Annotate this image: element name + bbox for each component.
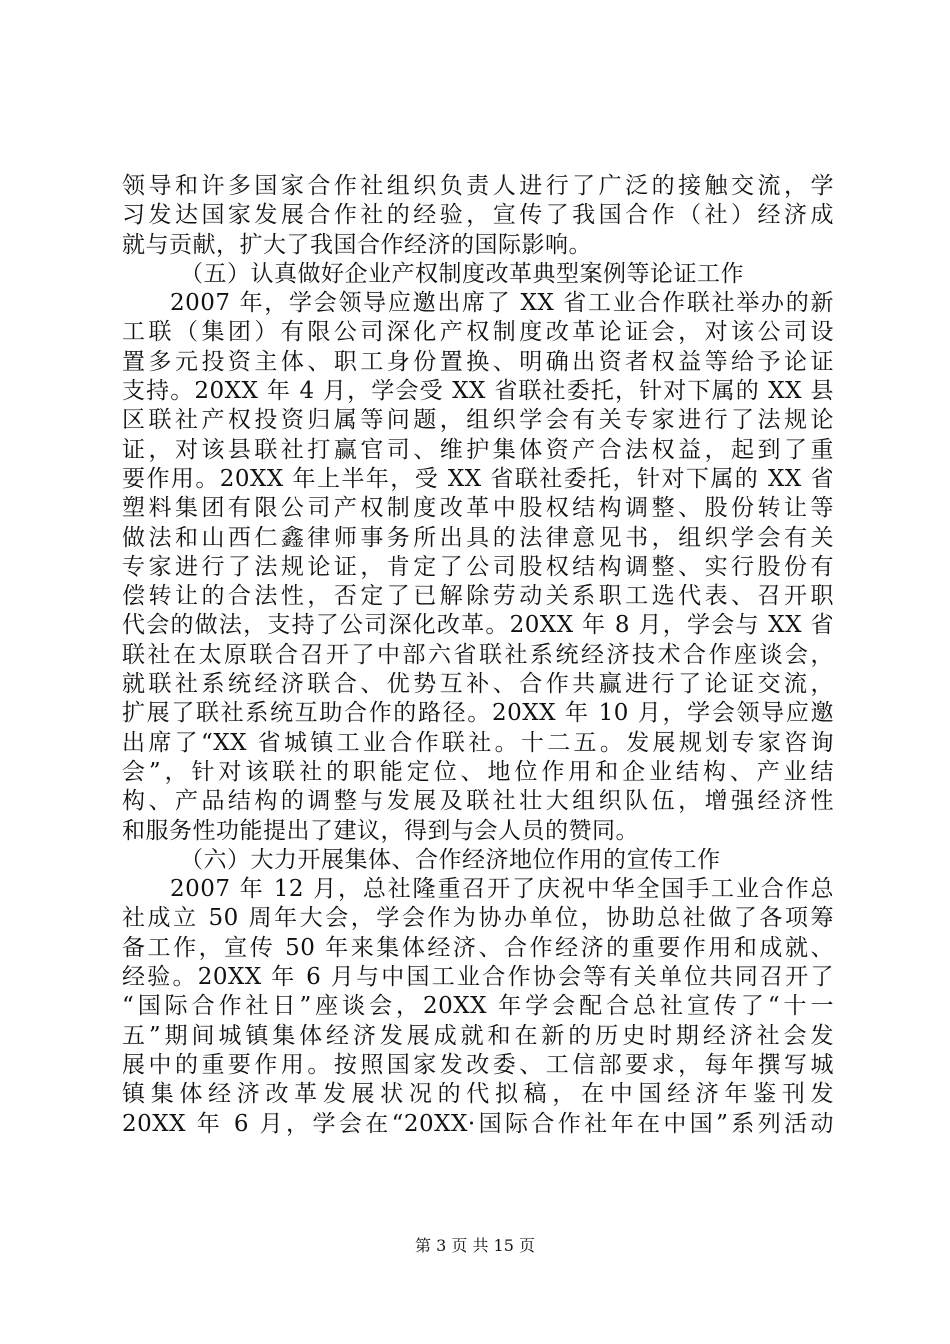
text-line: 代会的做法，支持了公司深化改革。20XX 年 8 月，学会与 XX 省 [122, 612, 834, 639]
section-heading: （五）认真做好企业产权制度改革典型案例等论证工作 [180, 260, 744, 287]
text-line: 区联社产权投资归属等问题，组织学会有关专家进行了法规论 [122, 407, 834, 434]
text-line: 扩展了联社系统互助合作的路径。20XX 年 10 月，学会领导应邀 [122, 700, 834, 727]
text-line: 联社在太原联合召开了中部六省联社系统经济技术合作座谈会， [122, 641, 834, 668]
text-line: 就联社系统经济联合、优势互补、合作共赢进行了论证交流， [122, 671, 834, 698]
text-line: 2007 年，学会领导应邀出席了 XX 省工业合作联社举办的新 [170, 290, 834, 317]
text-line: 备工作，宣传 50 年来集体经济、合作经济的重要作用和成就、 [122, 934, 834, 961]
text-line: 经验。20XX 年 6 月与中国工业合作协会等有关单位共同召开了 [122, 964, 834, 991]
text-line: 展中的重要作用。按照国家发改委、工信部要求，每年撰写城 [122, 1051, 834, 1078]
text-line: 镇集体经济改革发展状况的代拟稿，在中国经济年鉴刊发 [122, 1081, 834, 1108]
text-line: 领导和许多国家合作社组织负责人进行了广泛的接触交流，学 [122, 173, 834, 199]
text-line: 构、产品结构的调整与发展及联社壮大组织队伍，增强经济性 [122, 788, 834, 815]
document-body [122, 172, 834, 1139]
text-line: 要作用。20XX 年上半年，受 XX 省联社委托，针对下属的 XX 省 [122, 465, 834, 492]
text-line: 五”期间城镇集体经济发展成就和在新的历史时期经济社会发 [122, 1022, 834, 1049]
text-line: 社成立 50 周年大会，学会作为协办单位，协助总社做了各项筹 [122, 905, 834, 932]
text-line: 出席了“XX 省城镇工业合作联社。十二五。发展规划专家咨询 [122, 729, 834, 756]
text-line: 习发达国家发展合作社的经验，宣传了我国合作（社）经济成 [122, 202, 834, 229]
text-line: 20XX 年 6 月，学会在“20XX·国际合作社年在中国”系列活动 [122, 1110, 834, 1137]
text-line: 塑料集团有限公司产权制度改革中股权结构调整、股份转让等 [122, 495, 834, 522]
text-line: 做法和山西仁鑫律师事务所出具的法律意见书，组织学会有关 [122, 524, 834, 551]
text-line: 偿转让的合法性，否定了已解除劳动关系职工选代表、召开职 [122, 583, 834, 610]
text-line: 和服务性功能提出了建议，得到与会人员的赞同。 [122, 817, 639, 844]
text-line: 工联（集团）有限公司深化产权制度改革论证会，对该公司设 [122, 319, 834, 346]
section-heading: （六）大力开展集体、合作经济地位作用的宣传工作 [180, 846, 721, 873]
text-line: 置多元投资主体、职工身份置换、明确出资者权益等给予论证 [122, 348, 834, 375]
text-line: 支持。20XX 年 4 月，学会受 XX 省联社委托，针对下属的 XX 县 [122, 378, 834, 405]
page-footer: 第 3 页 共 15 页 [415, 1236, 535, 1255]
text-line: 专家进行了法规论证，肯定了公司股权结构调整、实行股份有 [122, 553, 834, 580]
text-line: 证，对该县联社打赢官司、维护集体资产合法权益，起到了重 [122, 436, 834, 463]
text-line: 就与贡献，扩大了我国合作经济的国际影响。 [122, 231, 592, 258]
text-line: “国际合作社日”座谈会，20XX 年学会配合总社宣传了“十一 [122, 993, 834, 1020]
text-line: 会”，针对该联社的职能定位、地位作用和企业结构、产业结 [122, 758, 834, 785]
text-line: 2007 年 12 月，总社隆重召开了庆祝中华全国手工业合作总 [170, 876, 834, 903]
